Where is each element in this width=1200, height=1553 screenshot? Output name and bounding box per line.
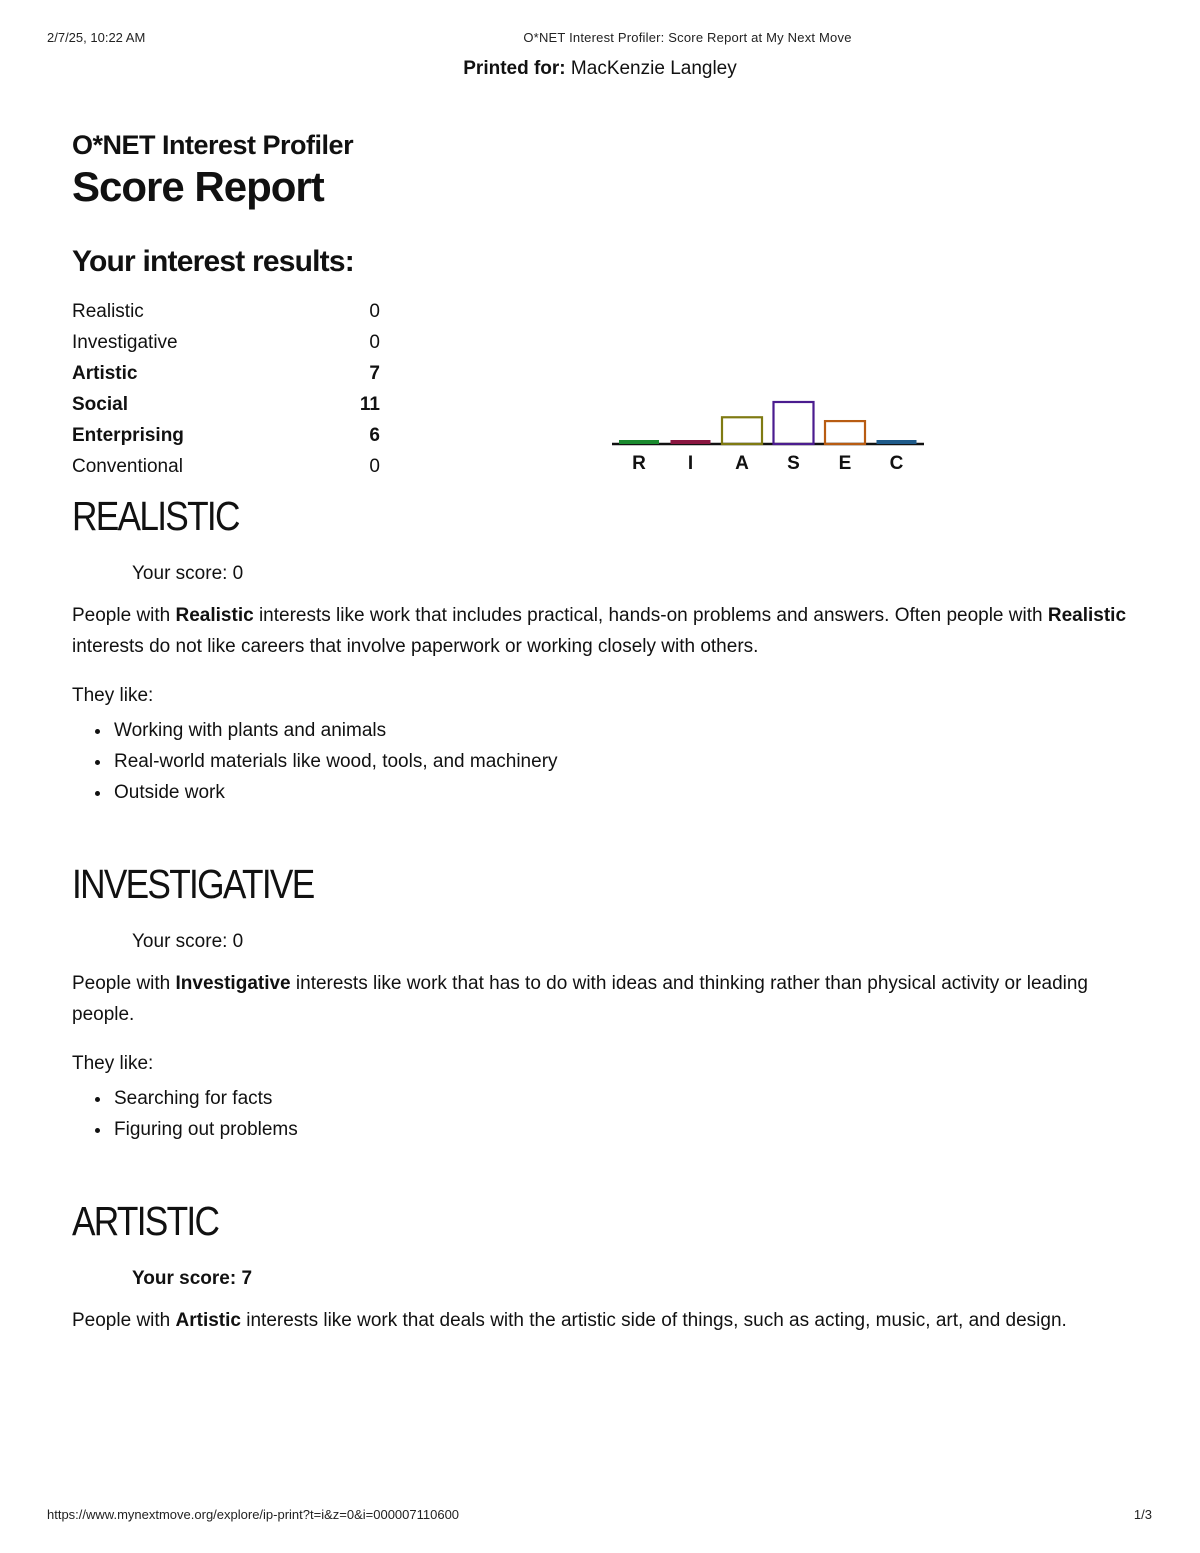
desc-text: interests like work that deals with the artistic side of things, such as acting, music, art, and design.: [240, 1310, 1067, 1331]
score-label: Artistic: [72, 363, 138, 384]
section-artistic: [72, 1191, 1132, 1336]
desc-text: interests like work that includes practical, hands-on problems and answers. Often people with: [253, 605, 1048, 626]
print-datetime: 2/7/25, 10:22 AM: [47, 30, 146, 45]
score-label: Enterprising: [72, 425, 184, 446]
section-title-investigative: INVESTIGATIVE: [72, 861, 314, 907]
list-item: • Searching for facts: [112, 1083, 1132, 1114]
chart-tick-label: R: [632, 453, 646, 474]
score-label: Realistic: [72, 301, 144, 322]
chart-bar-s: [774, 402, 814, 444]
score-value: 0: [369, 301, 380, 322]
they-like-realistic: They like:: [72, 685, 154, 706]
desc-text: People with: [72, 973, 176, 994]
section-investigative: [72, 854, 1132, 1145]
chart-bar-e: [825, 421, 865, 444]
score-row-conventional: [72, 451, 380, 482]
list-item: • Real-world materials like wood, tools, and machinery: [112, 746, 1132, 777]
score-value: 0: [369, 456, 380, 477]
chart-bar-i: [671, 440, 711, 444]
desc-text: People with: [72, 605, 176, 626]
chart-tick-label: S: [787, 453, 800, 474]
score-value: 7: [369, 363, 380, 384]
desc-bold: Realistic: [1047, 605, 1127, 626]
section-title-realistic: REALISTIC: [72, 493, 239, 539]
score-label: Investigative: [72, 332, 178, 353]
score-value: 11: [359, 394, 380, 415]
score-row-social: [72, 389, 380, 420]
score-row-realistic: [72, 296, 380, 327]
list-item: • Working with plants and animals: [112, 715, 1132, 746]
chart-tick-label: A: [735, 453, 749, 474]
print-page-title: O*NET Interest Profiler: Score Report at My Next Move: [523, 30, 852, 45]
printed-for-name: MacKenzie Langley: [570, 58, 737, 79]
list-item: • Figuring out problems: [112, 1114, 1132, 1145]
your-score-investigative: Your score: 0: [132, 931, 244, 952]
riasec-chart-svg: [612, 376, 932, 476]
section-title-artistic: ARTISTIC: [72, 1198, 219, 1244]
score-label: Social: [72, 394, 128, 415]
print-footer: [0, 1507, 1200, 1527]
description-realistic: [72, 600, 1132, 662]
chart-tick-label: I: [687, 453, 694, 474]
list-item: • Outside work: [112, 777, 1132, 808]
desc-bold: Realistic: [175, 605, 254, 626]
score-row-artistic: [72, 358, 380, 389]
desc-text: interests like work that has to do with ideas and thinking rather than physical activity or leading people.: [72, 973, 1088, 1025]
score-row-enterprising: [72, 420, 380, 451]
report-pre-title: O*NET Interest Profiler: [72, 130, 354, 160]
desc-text: interests do not like careers that involve paperwork or working closely with others.: [72, 636, 759, 657]
print-page-number: 1/3: [1133, 1507, 1152, 1522]
section-realistic: [72, 486, 1132, 808]
desc-bold: Investigative: [175, 973, 291, 994]
score-label: Conventional: [72, 456, 183, 477]
printed-for-label: Printed for:: [463, 58, 566, 79]
desc-bold: Artistic: [175, 1310, 241, 1331]
chart-tick-label: E: [838, 453, 852, 474]
your-score-realistic: Your score: 0: [132, 563, 244, 584]
print-url: https://www.mynextmove.org/explore/ip-print?t=i&z=0&i=000007110600: [47, 1507, 460, 1522]
likes-list-realistic: [72, 715, 1132, 808]
scores-table: [72, 296, 380, 482]
report-content: [72, 128, 1132, 1336]
score-row-investigative: [72, 327, 380, 358]
likes-list-investigative: [72, 1083, 1132, 1145]
results-heading: Your interest results:: [72, 245, 354, 278]
your-score-artistic: Your score: 7: [132, 1268, 253, 1289]
score-value: 0: [369, 332, 380, 353]
chart-bar-a: [722, 417, 762, 444]
chart-bar-c: [877, 440, 917, 444]
score-value: 6: [369, 425, 380, 446]
description-investigative: [72, 968, 1132, 1030]
scores-area: [72, 296, 1132, 486]
report-title: Score Report: [72, 163, 324, 210]
chart-tick-label: C: [889, 453, 904, 474]
chart-bar-r: [619, 440, 659, 444]
description-artistic: [72, 1305, 1132, 1336]
they-like-investigative: They like:: [72, 1053, 154, 1074]
printed-for: [0, 58, 1200, 80]
desc-text: People with: [72, 1310, 176, 1331]
riasec-chart: [612, 376, 932, 476]
print-header: [0, 30, 1200, 50]
